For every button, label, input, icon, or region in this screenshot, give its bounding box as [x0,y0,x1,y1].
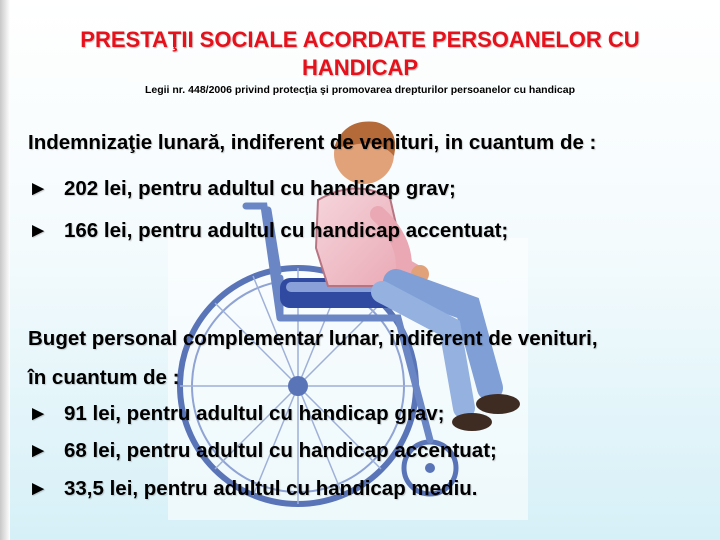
buget-item-accentuat [28,439,497,463]
indemnizatie-item-text: 202 lei, pentru adultul cu handicap grav; [64,177,456,200]
indemnizatie-item-text: 166 lei, pentru adultul cu handicap accentuat; [64,219,509,242]
buget-item-text: 68 lei, pentru adultul cu handicap accentuat; [64,439,497,462]
buget-heading-line2: în cuantum de : [28,366,180,389]
slide-title: PRESTAŢII SOCIALE ACORDATE PERSOANELOR CU HANDICAP [80,27,640,80]
bullet-arrow-icon: ► [28,439,49,462]
buget-item-text: 33,5 lei, pentru adultul cu handicap mediu. [64,477,478,500]
bullet-arrow-icon: ► [28,177,49,200]
indemnizatie-item-grav [28,177,456,201]
buget-heading-line1: Buget personal complementar lunar, indiferent de venituri, [28,327,598,350]
indemnizatie-item-accentuat [28,219,508,243]
bullet-arrow-icon: ► [28,219,49,242]
law-reference-subtitle: Legii nr. 448/2006 privind protecţia şi promovarea drepturilor persoanelor cu handicap [144,84,576,96]
indemnizatie-heading: Indemnizaţie lunară, indiferent de venituri, in cuantum de : [28,131,597,154]
buget-item-mediu [28,477,478,501]
buget-item-text: 91 lei, pentru adultul cu handicap grav; [64,402,445,425]
left-edge-shade [0,0,10,540]
buget-item-grav [28,402,444,426]
bullet-arrow-icon: ► [28,477,49,500]
bullet-arrow-icon: ► [28,402,49,425]
